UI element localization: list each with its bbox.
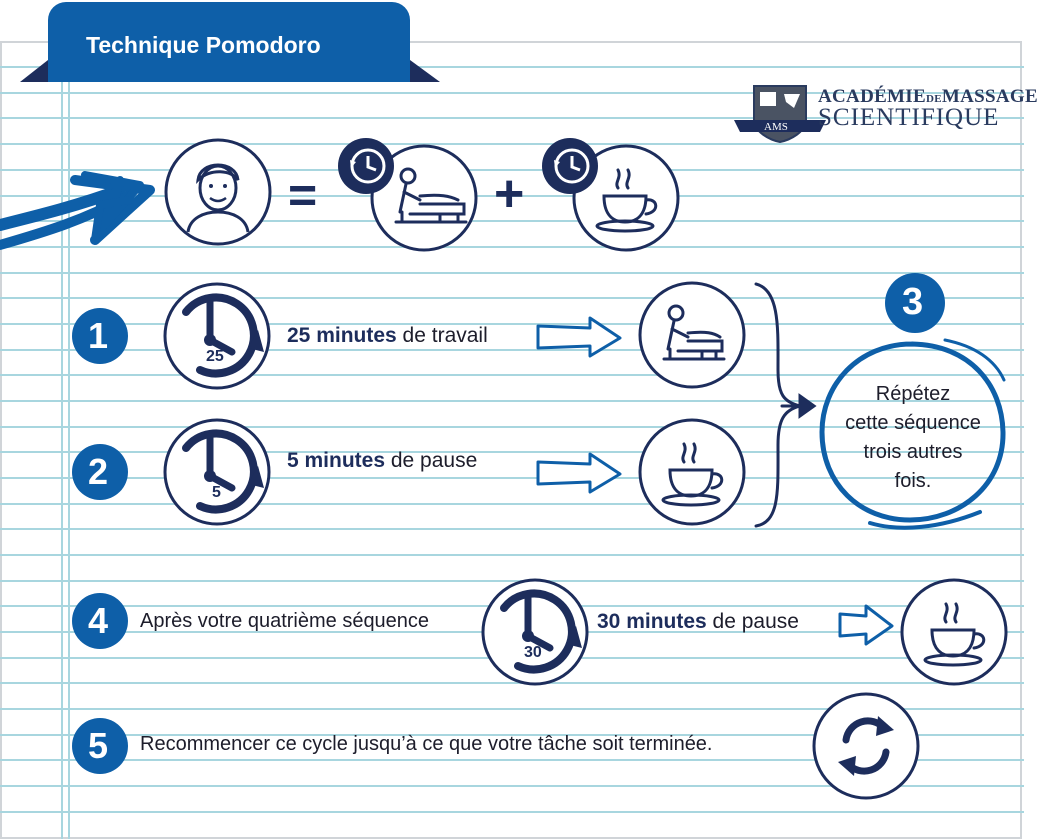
person-icon [166, 140, 270, 244]
step-3-line-2: cette séquence [845, 412, 981, 434]
step-3-line-4: fois. [894, 470, 932, 492]
massage-icon [640, 283, 744, 387]
step-2-text [287, 449, 477, 473]
step-4-lead: Après votre quatrième séquence [140, 610, 430, 632]
logo-word-de: DE [925, 93, 942, 105]
page-title: Technique Pomodoro [86, 32, 321, 58]
step-5-text: Recommencer ce cycle jusqu’à ce que votre tâche soit terminée. [140, 733, 713, 755]
timer-25-icon [165, 284, 269, 388]
timer-5-icon [165, 420, 269, 524]
step-3-line-1: Répétez [875, 383, 951, 405]
timer-5-label: 5 [212, 484, 221, 501]
clock-badge-icon [542, 138, 598, 194]
step-number-4: 4 [88, 600, 109, 641]
step-2-duration: 5 minutes [287, 449, 386, 472]
step-3-line-3: trois autres [863, 441, 963, 463]
step-4-duration: 30 minutes [597, 610, 707, 633]
title-tab [48, 2, 410, 82]
logo-word-massage: MASSAGE [941, 86, 1038, 107]
timer-30-icon [483, 580, 587, 684]
step-4-text [597, 610, 799, 634]
clock-badge-icon [338, 138, 394, 194]
logo-badge: AMS [764, 121, 788, 133]
logo-word-academie: ACADÉMIE [818, 86, 926, 107]
step-2-activity: de pause [385, 449, 478, 472]
step-number-3: 3 [902, 281, 924, 323]
equals-sign: = [288, 167, 318, 223]
step-1-duration: 25 minutes [287, 324, 397, 347]
step-1-activity: de travail [396, 324, 488, 347]
cycle-icon [814, 694, 918, 798]
plus-sign: + [494, 165, 525, 223]
timer-25-label: 25 [206, 348, 224, 365]
step-number-1: 1 [88, 315, 109, 356]
logo-line2: SCIENTIFIQUE [818, 104, 1000, 131]
step-4-activity: de pause [706, 610, 799, 633]
coffee-cup-icon [640, 420, 744, 524]
step-3-text [823, 380, 1003, 496]
step-1-text [287, 324, 488, 348]
step-number-5: 5 [88, 725, 109, 766]
coffee-cup-icon [902, 580, 1006, 684]
timer-30-label: 30 [524, 644, 542, 661]
step-number-2: 2 [88, 451, 109, 492]
